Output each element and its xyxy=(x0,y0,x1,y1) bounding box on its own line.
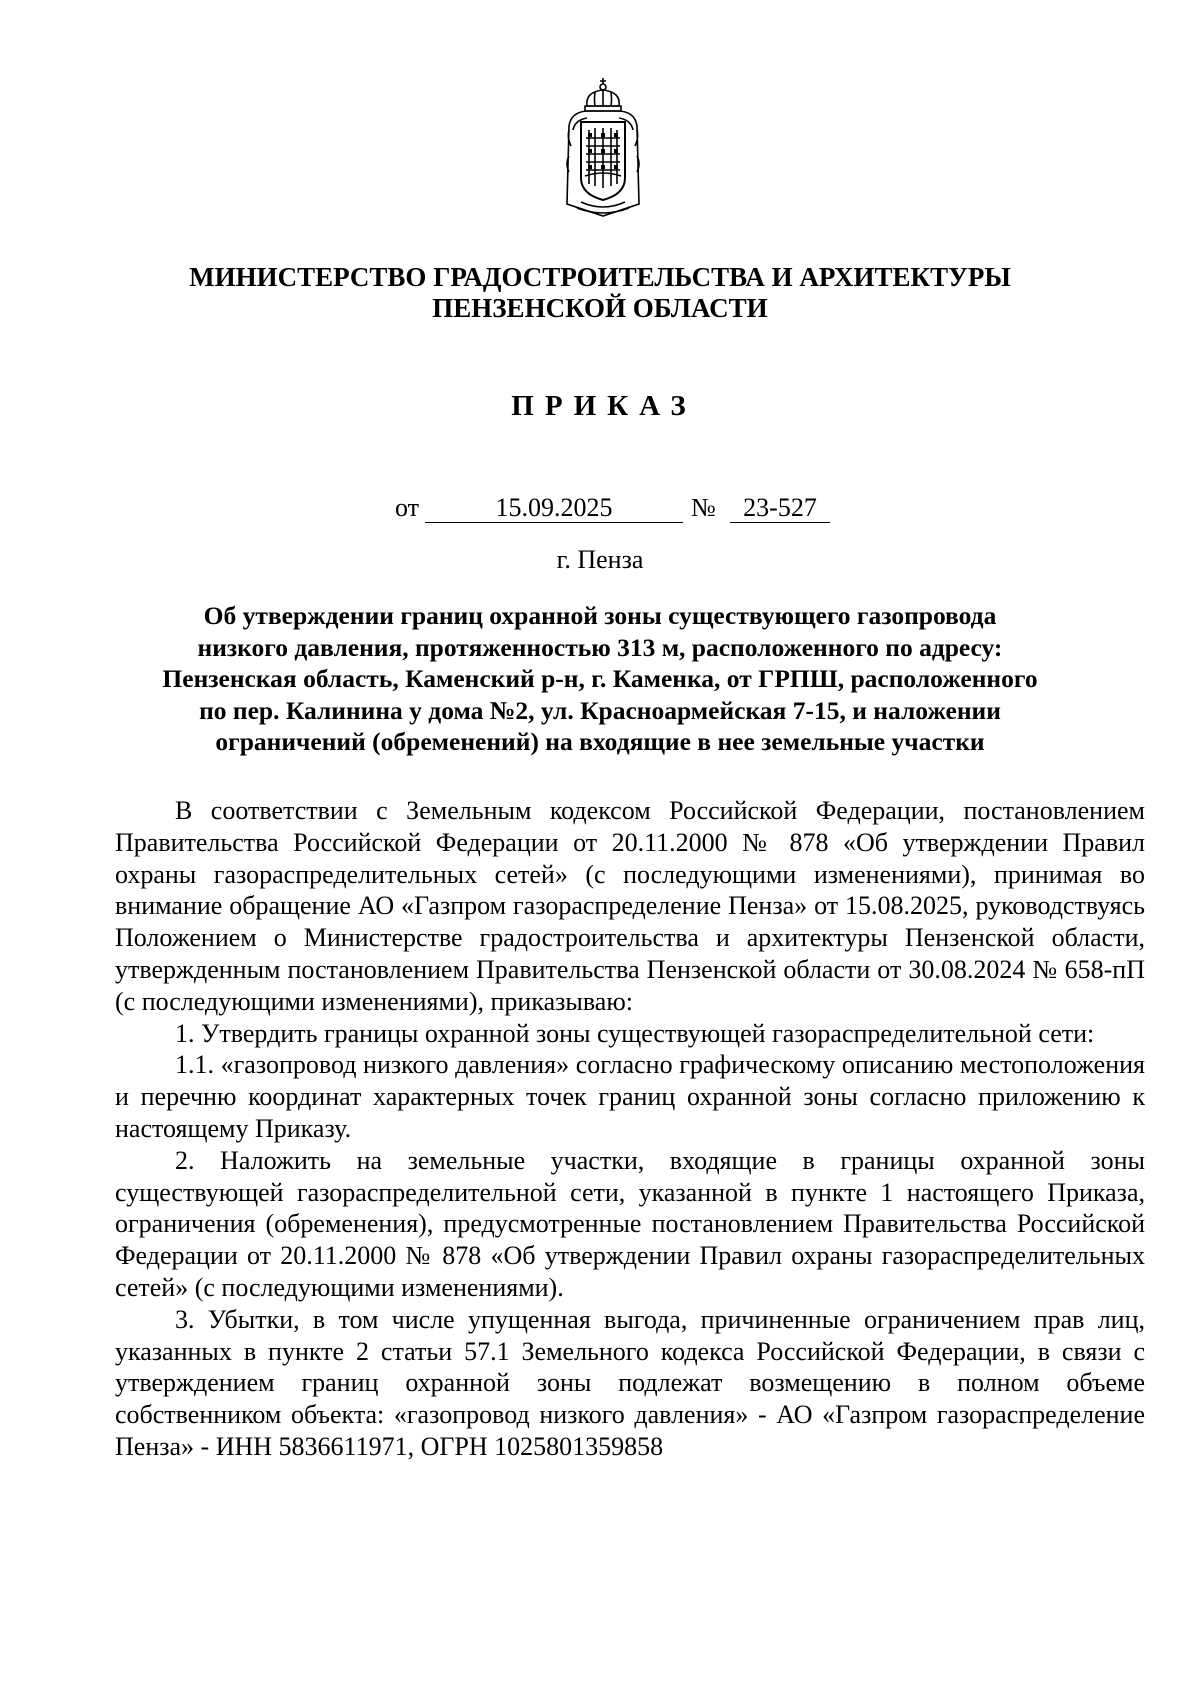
order-number: 23-527 xyxy=(730,493,830,523)
item-1: 1. Утвердить границы охранной зоны существующей газораспределительной сети: xyxy=(175,1018,1095,1048)
date-number-line xyxy=(395,493,865,527)
ministry-name xyxy=(0,262,1200,324)
title-line-1: Об утверждении границ охранной зоны существующего газопровода xyxy=(203,601,997,630)
document-title xyxy=(110,600,1090,758)
city: г. Пенза xyxy=(556,545,644,574)
item-2: 2. Наложить на земельные участки, входящие в границы охранной зоны существующей газораспределительной сети, указанной в пункте 1 настоящего Приказа, ограничения (обременения), предусмотренные постановлением Правительства Российской Федерации от 20.11.2000 № 878 «Об утверждении Правил охраны газораспределительных сетей» (с последующими изменениями). xyxy=(115,1145,1145,1302)
document-body xyxy=(115,795,1145,1463)
coat-of-arms-icon xyxy=(561,76,645,220)
number-prefix: № xyxy=(691,493,716,522)
title-line-5: ограничений (обременений) на входящие в нее земельные участки xyxy=(215,727,985,756)
title-line-4: по пер. Калинина у дома №2, ул. Красноармейская 7-15, и наложении xyxy=(199,695,1001,725)
order-date: 15.09.2025 xyxy=(425,493,683,523)
title-line-2: низкого давления, протяженностью 313 м, расположенного по адресу: xyxy=(197,632,1003,662)
order-heading: ПРИКАЗ xyxy=(511,390,697,422)
item-3: 3. Убытки, в том числе упущенная выгода, причиненные ограничением прав лиц, указанных в пункте 2 статьи 57.1 Земельного кодекса Российской Федерации, в связи с утверждением границ охранной зоны подлежат возмещению в полном объеме собственником объекта: «газопровод низкого давления» - АО «Газпром газораспределение Пенза» - ИНН 5836611971, ОГРН 1025801359858 xyxy=(115,1304,1145,1461)
date-prefix: от xyxy=(395,493,420,522)
preamble-paragraph: В соответствии с Земельным кодексом Российской Федерации, постановлением Правительства Российской Федерации от 20.11.2000 № 878 «Об утверждении Правил охраны газораспределительных сетей» (с последующими изменениями), принимая во внимание обращение АО «Газпром газораспределение Пенза» от 15.08.2025, руководствуясь Положением о Министерстве градостроительства и архитектуры Пензенской области, утвержденным постановлением Правительства Пензенской области от 30.08.2024 № 658-пП (с последующими изменениями), приказываю: xyxy=(115,796,1145,1016)
ministry-line-2: ПЕНЗЕНСКОЙ ОБЛАСТИ xyxy=(432,293,768,323)
title-line-3: Пензенская область, Каменский р-н, г. Каменка, от ГРПШ, расположенного xyxy=(162,664,1038,693)
ministry-line-1: МИНИСТЕРСТВО ГРАДОСТРОИТЕЛЬСТВА И АРХИТЕКТУРЫ xyxy=(189,262,1011,292)
item-1-1: 1.1. «газопровод низкого давления» согласно графическому описанию местоположения и перечню координат характерных точек границ охранной зоны согласно приложению к настоящему Приказу. xyxy=(115,1050,1145,1143)
